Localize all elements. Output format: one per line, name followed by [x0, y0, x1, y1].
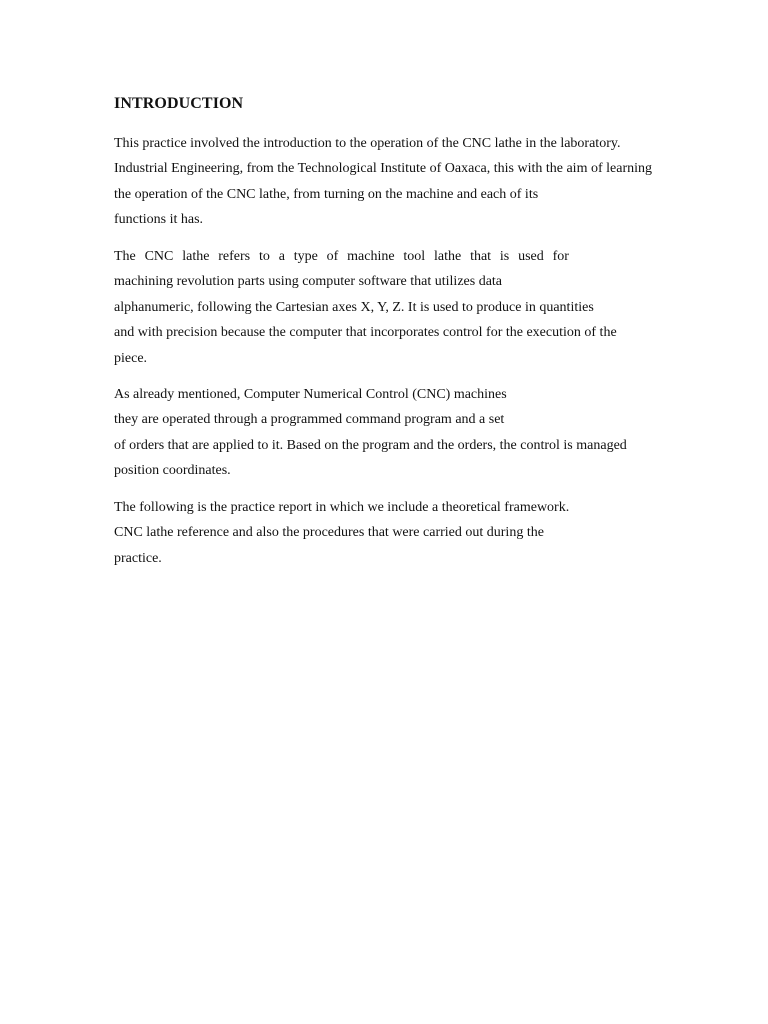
word: refers	[218, 249, 251, 264]
word: machine	[347, 249, 395, 264]
paragraph-line: they are operated through a programmed command program and a set	[114, 412, 505, 428]
paragraph-line: of orders that are applied to it. Based on the program and the orders, the control is managed	[114, 437, 627, 453]
paragraph-line: functions it has.	[114, 212, 204, 228]
paragraph-3	[114, 382, 714, 484]
paragraph-line: Industrial Engineering, from the Technological Institute of Oaxaca, this with the aim of learning	[114, 161, 652, 177]
word: for	[552, 249, 569, 264]
word: lathe	[434, 249, 462, 264]
word: a	[278, 249, 285, 264]
word: The	[114, 249, 136, 264]
section-heading: INTRODUCTION	[114, 95, 244, 112]
paragraph-line: practice.	[114, 550, 162, 566]
paragraph-line: This practice involved the introduction to the operation of the CNC lathe in the laboratory.	[114, 136, 621, 151]
word: tool	[403, 249, 426, 264]
paragraph-line: and with precision because the computer that incorporates control for the execution of the	[114, 325, 617, 341]
word: is	[499, 249, 510, 264]
paragraph-1	[114, 131, 714, 233]
word: to	[258, 249, 270, 264]
paragraph-line: As already mentioned, Computer Numerical Control (CNC) machines	[114, 387, 507, 402]
paragraph-line: CNC lathe reference and also the procedures that were carried out during the	[114, 525, 544, 541]
word: used	[518, 249, 544, 264]
paragraph-line: alphanumeric, following the Cartesian axes X, Y, Z. It is used to produce in quantities	[114, 299, 594, 315]
paragraph-4	[114, 495, 714, 571]
paragraph-line: The following is the practice report in which we include a theoretical framework.	[114, 500, 570, 515]
paragraph-line: machining revolution parts using computer software that utilizes data	[114, 274, 503, 290]
paragraph-line: position coordinates.	[114, 463, 231, 479]
word: lathe	[182, 249, 210, 264]
paragraph-line: the operation of the CNC lathe, from turning on the machine and each of its	[114, 186, 539, 202]
word: CNC	[144, 249, 174, 264]
word: of	[326, 249, 339, 264]
word: type	[293, 249, 318, 264]
word: that	[470, 249, 492, 264]
paragraph-2	[114, 244, 714, 371]
paragraph-line: piece.	[114, 350, 148, 366]
paragraph-line-justified	[114, 244, 569, 269]
